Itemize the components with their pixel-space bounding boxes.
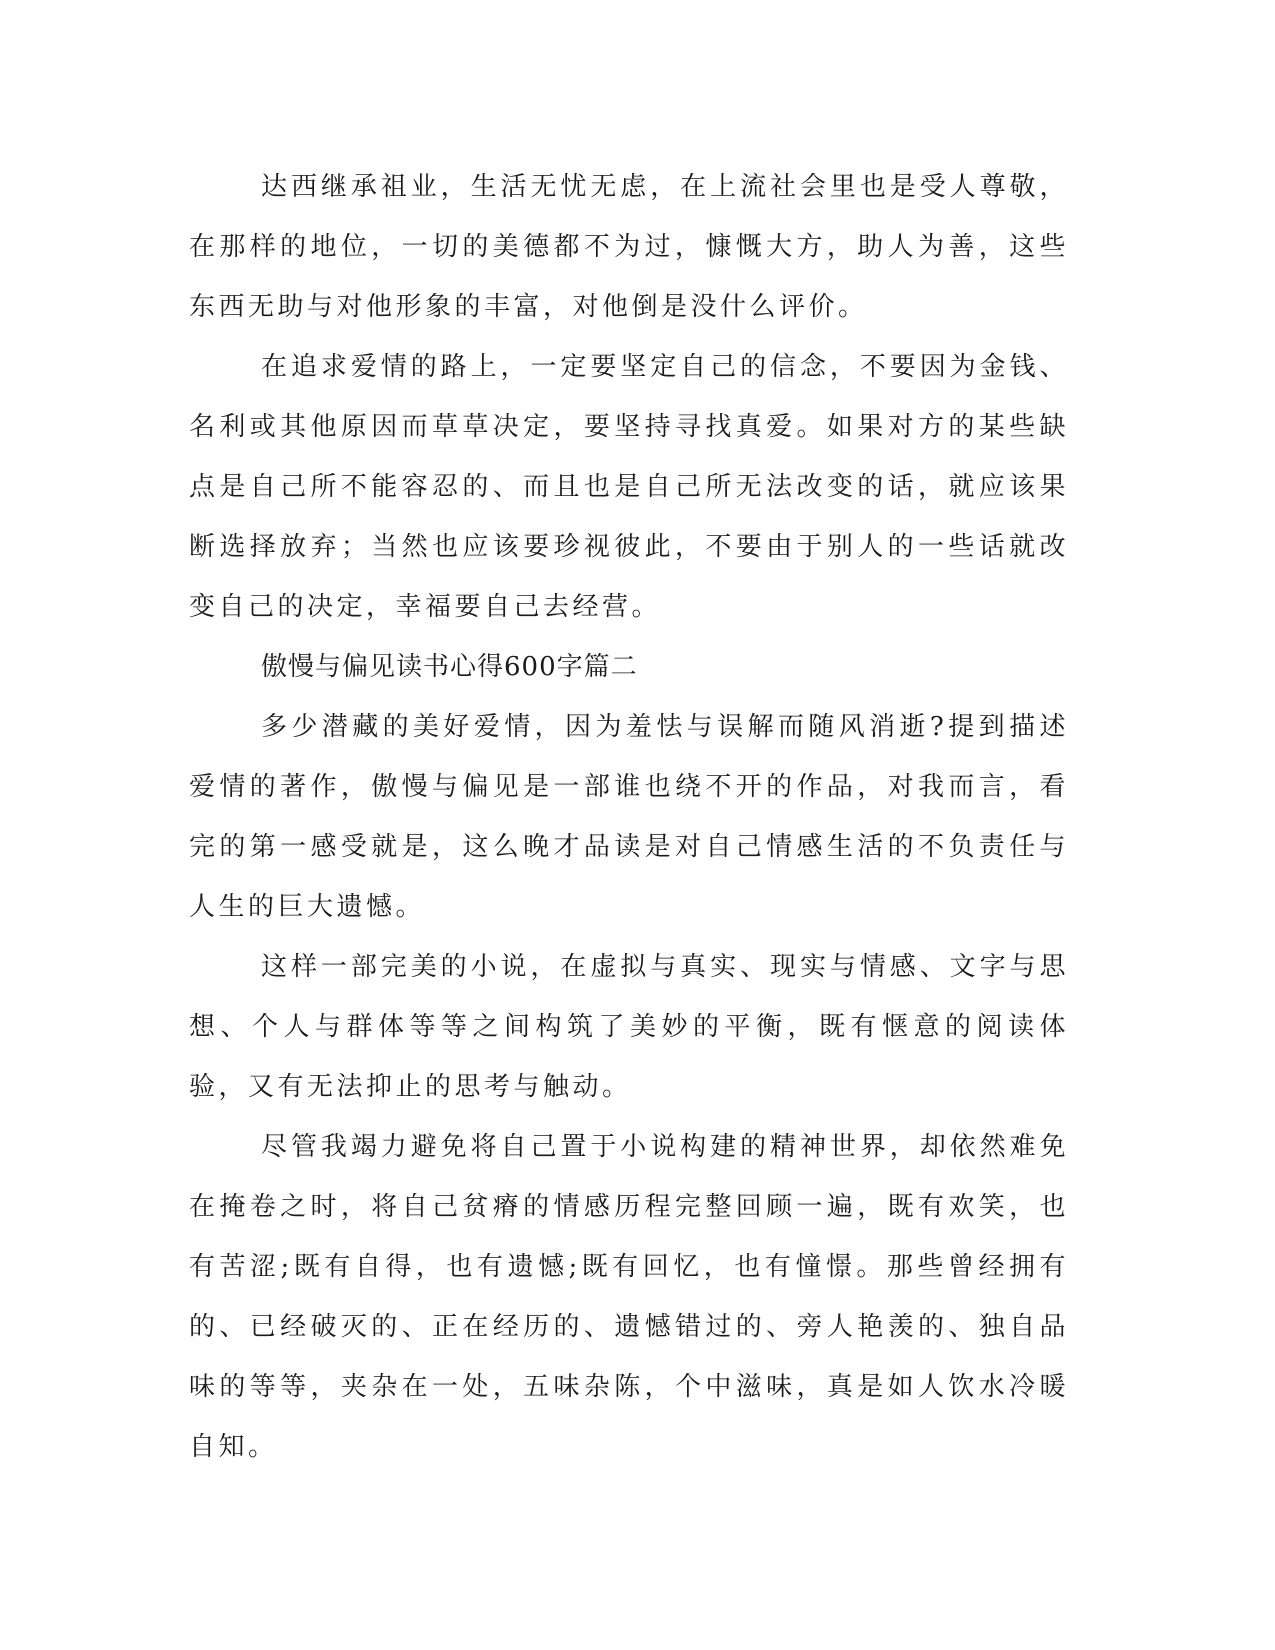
paragraph-love-advice: 在追求爱情的路上，一定要坚定自己的信念，不要因为金钱、名利或其他原因而草草决定，要坚持寻找真爱。如果对方的某些缺点是自己所不能容忍的、而且也是自己所无法改变的话，就应该果断选择放弃；当然也应该要珍视彼此，不要由于别人的一些话就改变自己的决定，幸福要自己去经营。 [189, 352, 1069, 622]
paragraph-hidden-love: 多少潜藏的美好爱情，因为羞怯与误解而随风消逝?提到描述爱情的著作，傲慢与偏见是一部谁也绕不开的作品，对我而言，看完的第一感受就是，这么晚才品读是对自己情感生活的不负责任与人生的巨大遗憾。 [189, 712, 1069, 922]
document-body [189, 157, 1069, 1477]
section-heading: 傲慢与偏见读书心得600字篇二 [261, 652, 638, 682]
paragraph-darcy: 达西继承祖业，生活无忧无虑，在上流社会里也是受人尊敬，在那样的地位，一切的美德都不为过，慷慨大方，助人为善，这些东西无助与对他形象的丰富，对他倒是没什么评价。 [189, 172, 1069, 322]
paragraph-perfect-novel: 这样一部完美的小说，在虚拟与真实、现实与情感、文字与思想、个人与群体等等之间构筑了美妙的平衡，既有惬意的阅读体验，又有无法抑止的思考与触动。 [189, 952, 1069, 1102]
paragraph-reflection: 尽管我竭力避免将自己置于小说构建的精神世界，却依然难免在掩卷之时，将自己贫瘠的情感历程完整回顾一遍，既有欢笑，也有苦涩;既有自得，也有遗憾;既有回忆，也有憧憬。那些曾经拥有的、已经破灭的、正在经历的、遗憾错过的、旁人艳羡的、独自品味的等等，夹杂在一处，五味杂陈，个中滋味，真是如人饮水冷暖自知。 [189, 1132, 1069, 1462]
